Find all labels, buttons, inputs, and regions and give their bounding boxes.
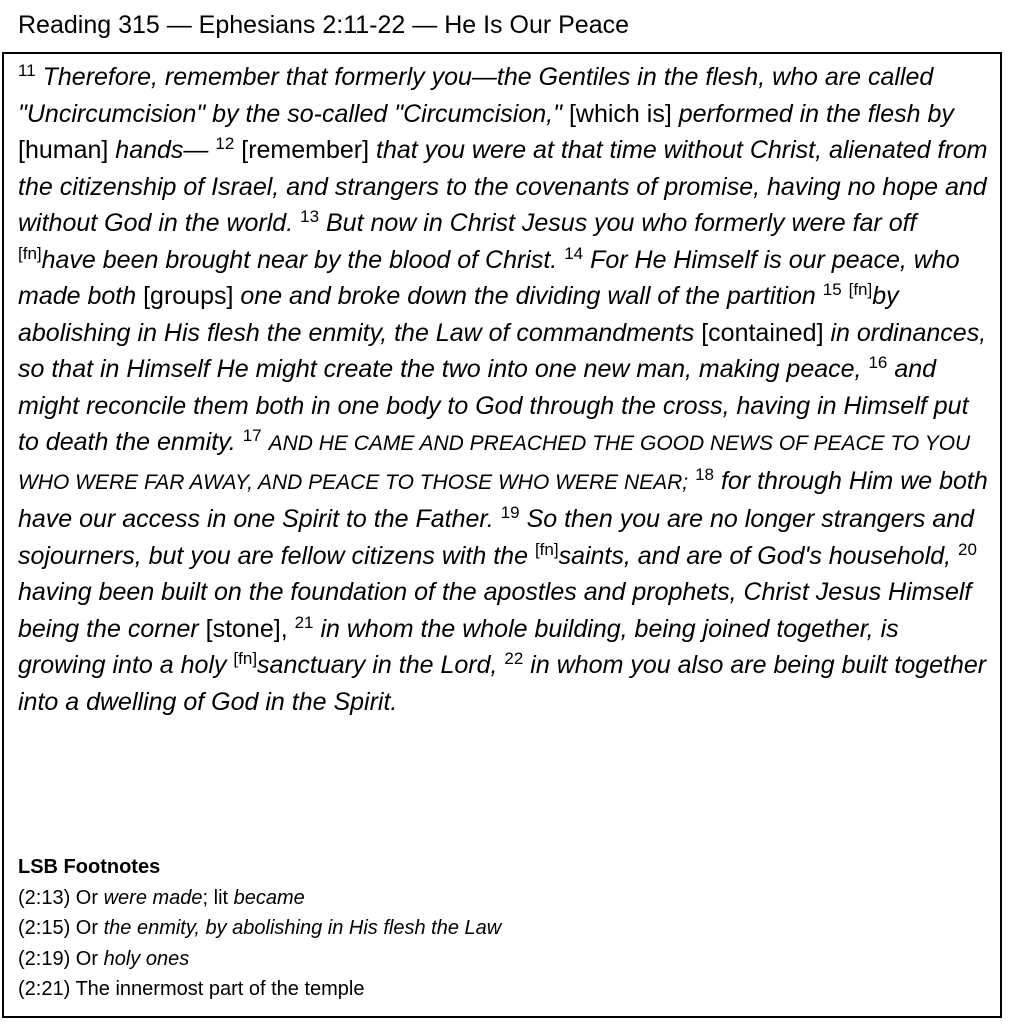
passage-segment: in whom the whole building, being joined together, is growing into a holy [18, 614, 899, 679]
footnote-text: became [233, 886, 305, 909]
verse-number: 17 [242, 426, 262, 445]
verse-number: 20 [958, 539, 977, 559]
footnote-text: were made [103, 886, 203, 909]
reading-title: Reading 315 — Ephesians 2:11-22 — He Is Our Peace [18, 11, 629, 39]
passage-segment: in ordinances, so that in Himself He might create the two into one new man, making peace, [18, 318, 987, 383]
passage-segment: that you were at that time without Christ, alienated from the citizenship of Israel, and strangers to the covenants of promise, having no hope and without God in the world. [18, 136, 988, 237]
passage-segment: performed in the flesh by [678, 99, 954, 128]
passage-segment: So then you are no longer strangers and sojourners, but you are fellow citizens with the [18, 505, 975, 570]
passage-insertion: [which is] [568, 99, 672, 128]
verse-number: 12 [215, 134, 235, 153]
footnote-marker[interactable]: [fn] [534, 539, 559, 559]
footnote-item [18, 944, 990, 975]
passage-segment: in whom you also are being built together into a dwelling of God in the Spirit. [18, 651, 987, 716]
verse-number: 14 [564, 243, 584, 263]
footnote-ref: (2:19) Or [18, 947, 99, 970]
footnotes-section [18, 852, 990, 1005]
passage-segment: having been built on the foundation of the apostles and prophets, Christ Jesus Himself being the corner [18, 578, 972, 643]
footnote-marker[interactable]: [fn] [233, 649, 258, 668]
footnote-text: the enmity, by abolishing in His flesh the Law [103, 917, 502, 939]
passage-segment: one and broke down the dividing wall of the partition [240, 282, 816, 310]
passage-segment: hands— [115, 136, 209, 164]
footnote-ref: (2:21) [18, 978, 71, 1000]
passage-segment: have been brought near by the blood of Christ. [41, 245, 558, 274]
passage-segment: for through Him we both have our access in one Spirit to the Father. [18, 466, 988, 533]
footnote-text: holy ones [103, 947, 190, 970]
verse-number: 22 [504, 649, 524, 668]
passage-quotation: AND HE CAME AND PREACHED THE GOOD NEWS OF PEACE TO YOU WHO WERE FAR AWAY, AND PEACE TO THOSE WHO WERE NEAR; [18, 432, 971, 494]
verse-number: 13 [300, 207, 320, 226]
passage-segment: But now in Christ Jesus you who formerly were far off [325, 209, 917, 237]
footnote-marker[interactable]: [fn] [18, 243, 42, 263]
verse-number: 18 [695, 464, 715, 484]
passage-text [18, 59, 990, 720]
verse-number: 11 [18, 61, 36, 80]
footnote-ref: (2:15) Or [18, 917, 99, 939]
verse-number: 16 [868, 353, 888, 372]
passage-segment: by abolishing in His flesh the enmity, the Law of commandments [18, 282, 899, 347]
passage-segment: For He Himself is our peace, who made both [18, 245, 960, 310]
passage-insertion: [stone], [205, 614, 288, 643]
footnote-item [18, 883, 990, 914]
passage-insertion: [groups] [143, 282, 234, 310]
passage-insertion: [contained] [701, 318, 824, 347]
footnote-item [18, 974, 990, 1005]
passage-segment: and might reconcile them both in one body to God through the cross, having in Himself put to death the enmity. [18, 355, 969, 456]
passage-segment: Therefore, remember that formerly you—the Gentiles in the flesh, who are called "Uncircumcision" by the so-called "Circumcision," [18, 63, 934, 128]
verse-number: 21 [294, 612, 314, 632]
footnotes-heading: LSB Footnotes [18, 856, 161, 878]
passage-segment: sanctuary in the Lord, [257, 651, 498, 679]
footnote-item [18, 913, 990, 944]
passage-insertion: [remember] [241, 136, 370, 164]
footnote-ref: (2:13) Or [18, 886, 99, 909]
footnote-marker[interactable]: [fn] [848, 280, 873, 299]
passage-insertion: [human] [18, 136, 109, 164]
footnote-text: The innermost part of the temple [75, 978, 365, 1000]
footnote-text: ; lit [202, 886, 229, 909]
passage-segment: saints, and are of God's household, [558, 541, 952, 570]
verse-number: 19 [500, 503, 520, 522]
verse-number: 15 [822, 280, 842, 299]
